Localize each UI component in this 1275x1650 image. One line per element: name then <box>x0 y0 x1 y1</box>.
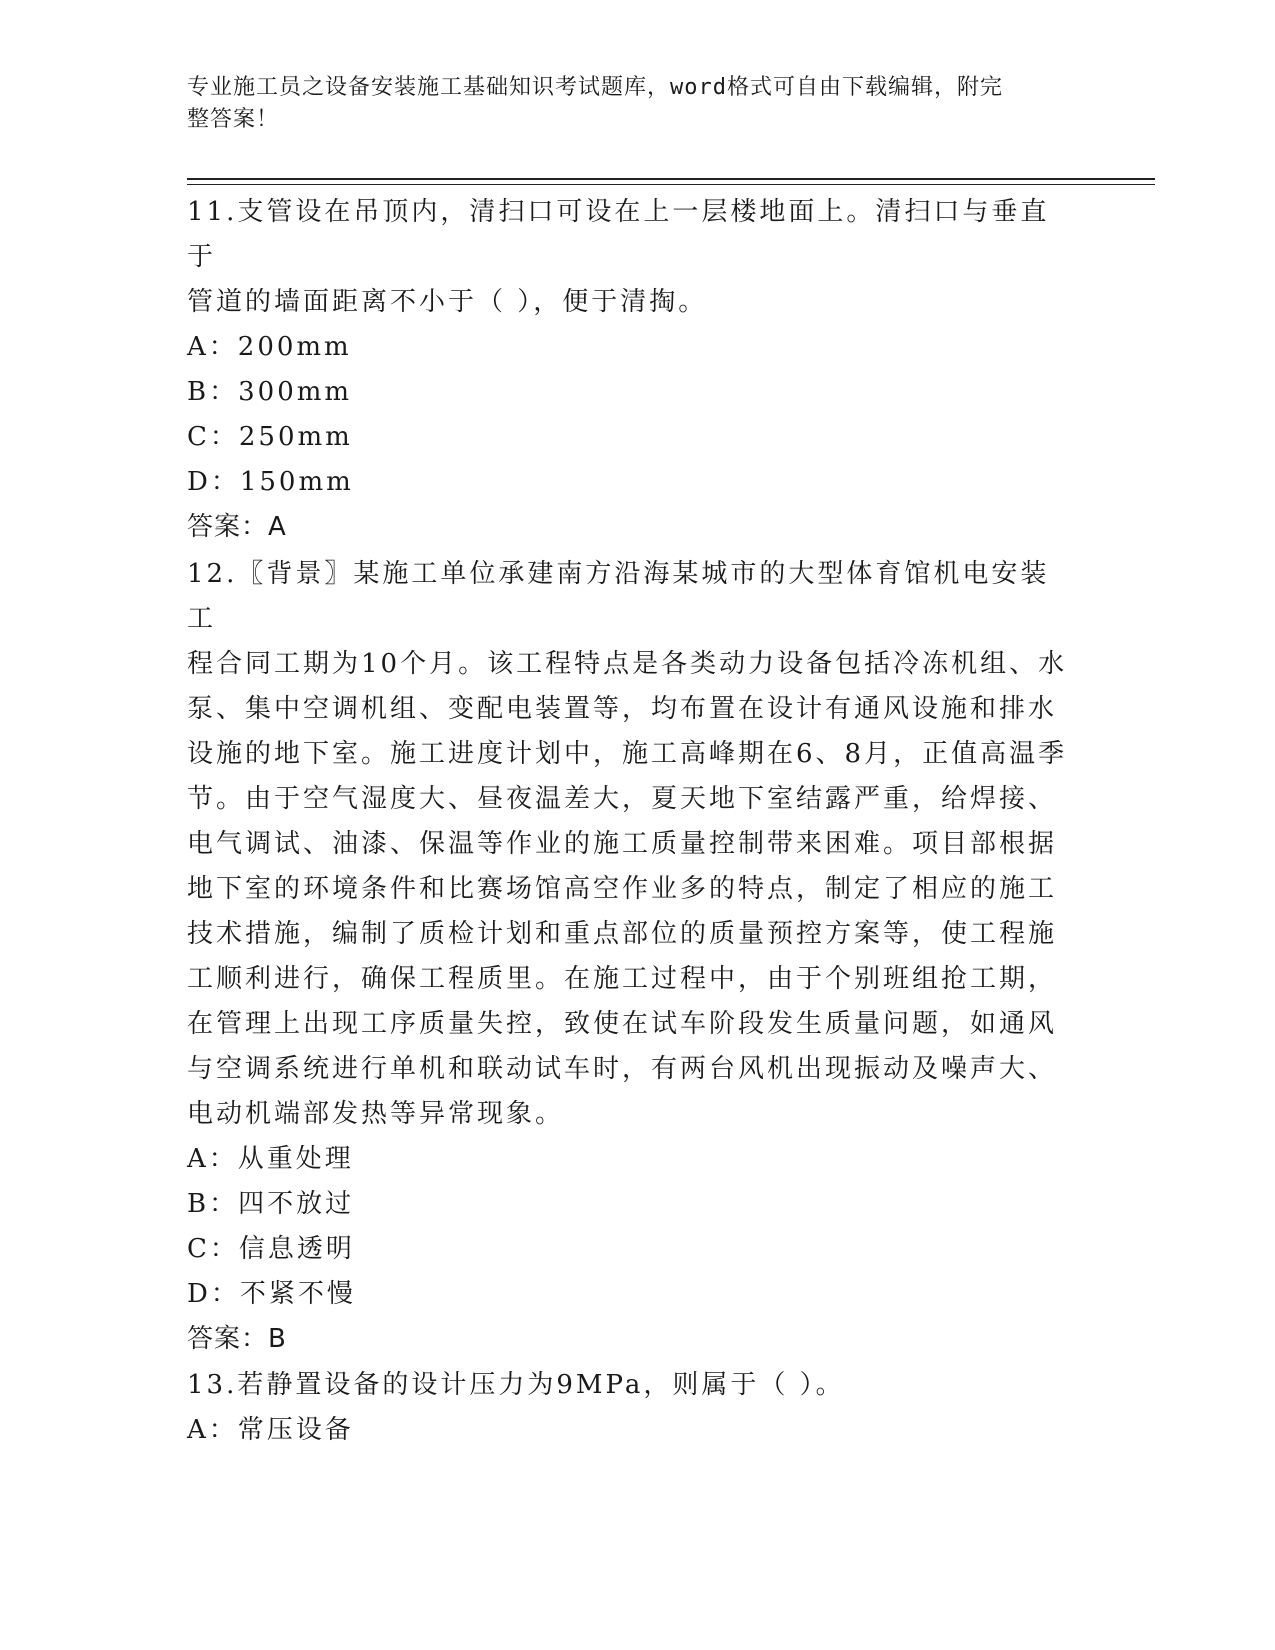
question-stem <box>187 1363 1077 1408</box>
stem-line: 13.若静置设备的设计压力为9MPa，则属于（ ）。 <box>187 1370 845 1400</box>
header-line: 整答案！ <box>187 107 280 132</box>
option-d: D：150mm <box>187 467 354 497</box>
option-c: C：250mm <box>187 422 353 452</box>
option-a: A：从重处理 <box>187 1144 354 1174</box>
answer: 答案：B <box>187 1324 287 1354</box>
option-a: A：常压设备 <box>187 1415 354 1445</box>
stem-line: 技术措施，编制了质检计划和重点部位的质量预控方案等，使工程施 <box>187 919 1058 949</box>
stem-line: 管道的墙面距离不小于（ ），便于清掏。 <box>187 287 708 317</box>
answer: 答案：A <box>187 512 287 542</box>
header-line: 专业施工员之设备安装施工基础知识考试题库，word格式可自由下载编辑，附完 <box>187 75 1003 100</box>
stem-line: 泵、集中空调机组、变配电装置等，均布置在设计有通风设施和排水 <box>187 694 1058 724</box>
option-d: D：不紧不慢 <box>187 1279 356 1309</box>
question-stem <box>187 190 1077 325</box>
stem-line: 设施的地下室。施工进度计划中，施工高峰期在6、8月，正值高温季 <box>187 739 1068 769</box>
option-b: B：300mm <box>187 377 353 407</box>
option-a: A：200mm <box>187 332 352 362</box>
stem-line: 工顺利进行，确保工程质里。在施工过程中，由于个别班组抢工期， <box>187 964 1058 994</box>
option-c: C：信息透明 <box>187 1234 355 1264</box>
stem-line: 12.〖背景〗某施工单位承建南方沿海某城市的大型体育馆机电安装工 <box>187 559 1050 634</box>
stem-line: 电动机端部发热等异常现象。 <box>187 1099 565 1129</box>
stem-line: 电气调试、油漆、保温等作业的施工质量控制带来困难。项目部根据 <box>187 829 1058 859</box>
option-b: B：四不放过 <box>187 1189 355 1219</box>
stem-line: 11.支管设在吊顶内，清扫口可设在上一层楼地面上。清扫口与垂直于 <box>187 197 1050 272</box>
stem-line: 程合同工期为10个月。该工程特点是各类动力设备包括冷冻机组、水 <box>187 649 1068 679</box>
question-13 <box>187 1363 1077 1453</box>
stem-line: 在管理上出现工序质量失控，致使在试车阶段发生质量问题，如通风 <box>187 1009 1058 1039</box>
header-divider-thin <box>187 184 1155 185</box>
question-11 <box>187 190 1077 550</box>
document-header <box>187 72 1067 136</box>
stem-line: 节。由于空气湿度大、昼夜温差大，夏天地下室结露严重，给焊接、 <box>187 784 1058 814</box>
header-divider-thick <box>187 178 1155 180</box>
question-12 <box>187 552 1077 1362</box>
stem-line: 与空调系统进行单机和联动试车时，有两台风机出现振动及噪声大、 <box>187 1054 1058 1084</box>
question-stem <box>187 552 1077 1137</box>
stem-line: 地下室的环境条件和比赛场馆高空作业多的特点，制定了相应的施工 <box>187 874 1058 904</box>
